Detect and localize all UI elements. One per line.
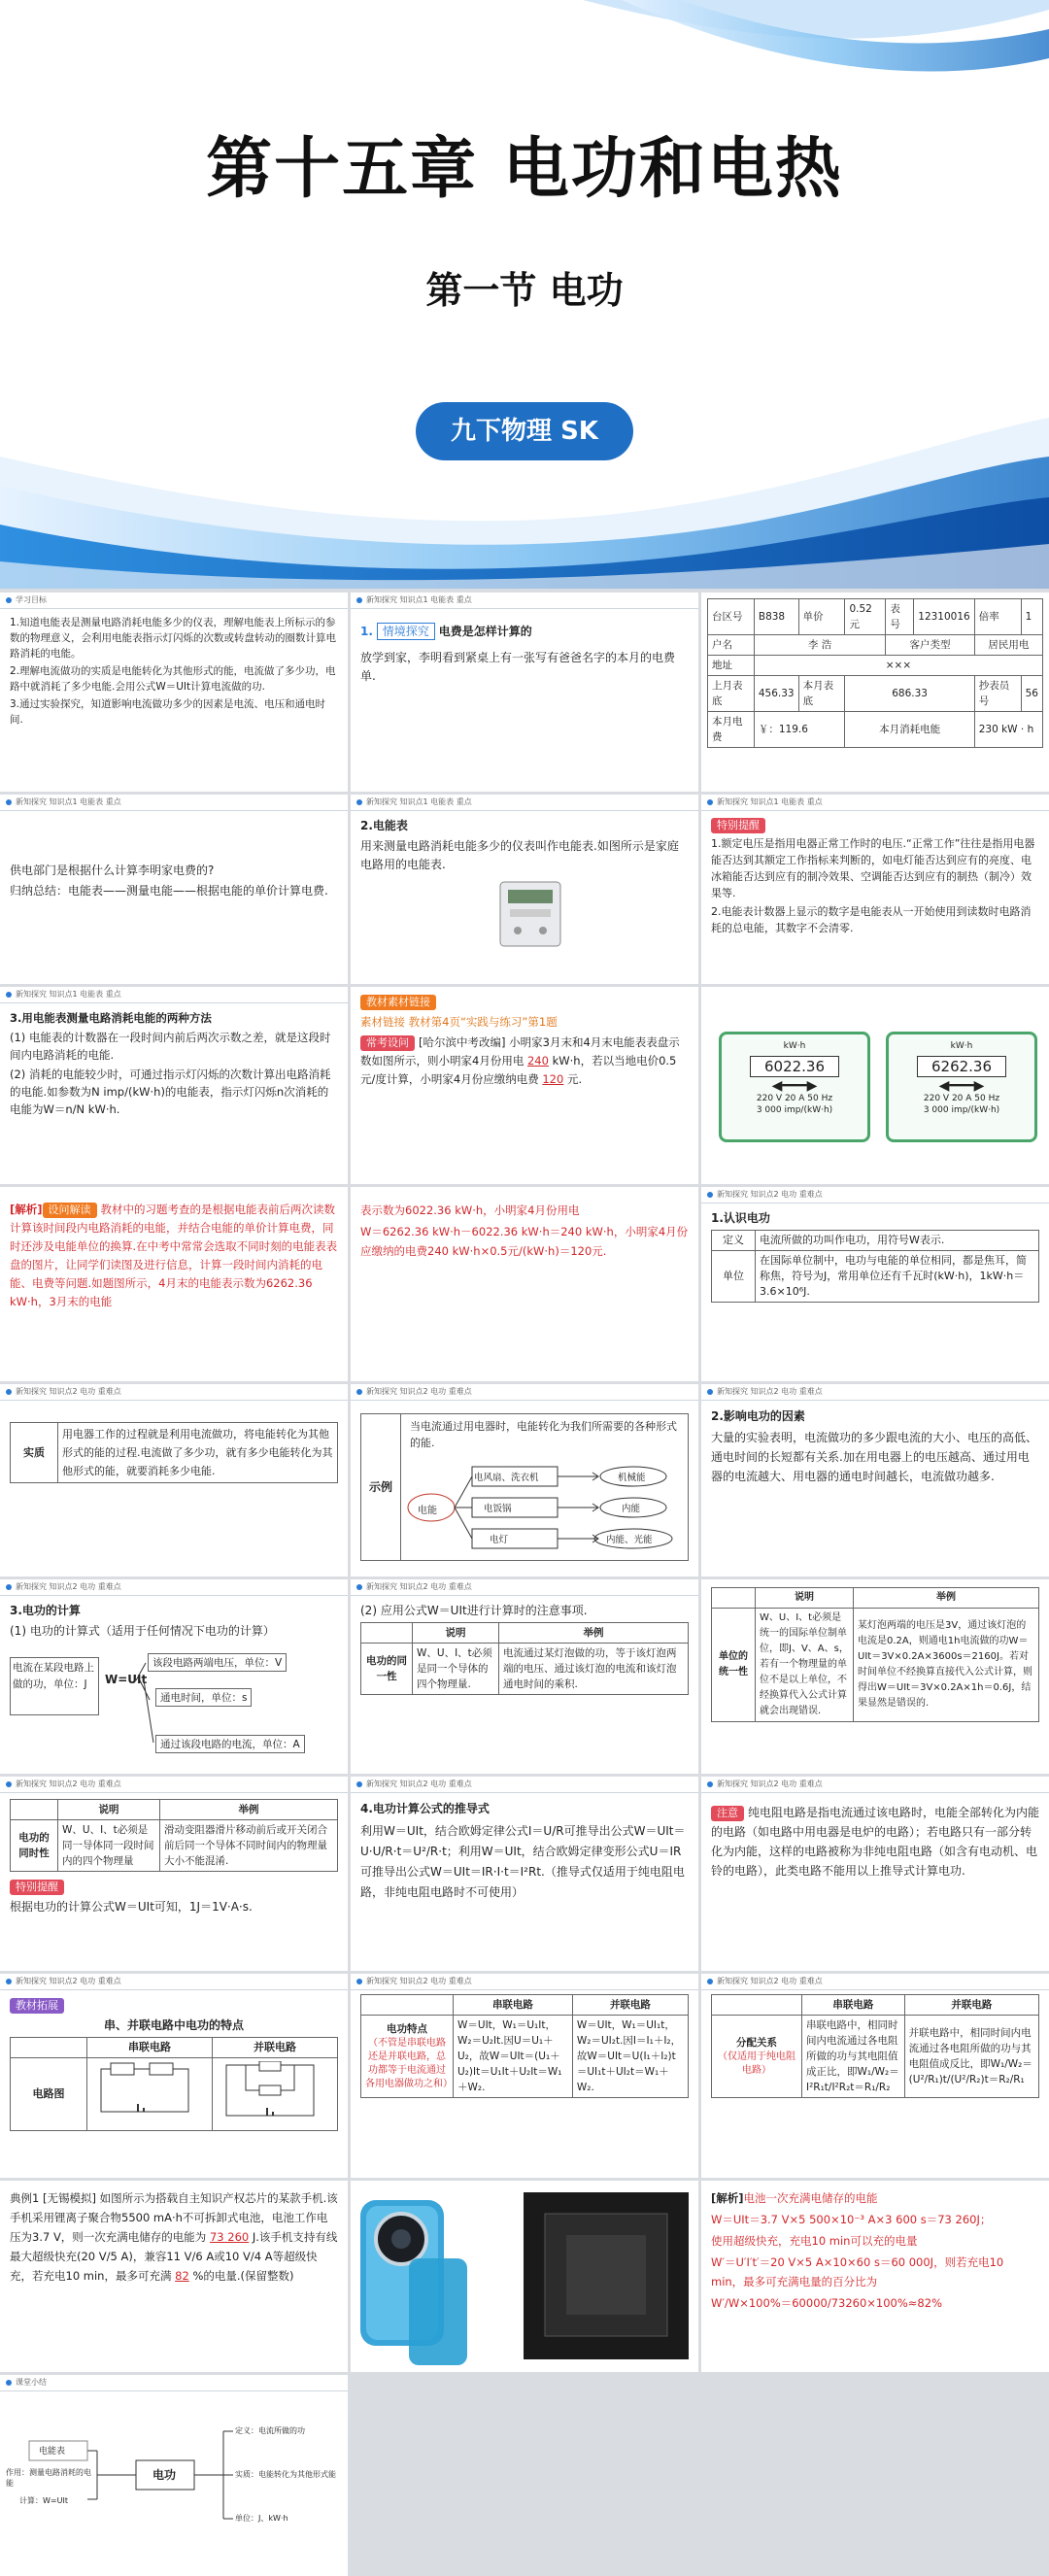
- bullet-icon: [356, 1389, 362, 1395]
- bullet-icon: [707, 799, 713, 805]
- material-tag: 教材素材链接: [360, 995, 436, 1010]
- bullet-icon: [707, 1979, 713, 1984]
- meter-title: 2.电能表: [360, 819, 408, 832]
- bullet-icon: [356, 1584, 362, 1590]
- answer-blank-percent: 82: [175, 2269, 189, 2283]
- slide-distribution: [701, 1974, 1049, 2178]
- slide-work-def: 新知探究 知识点2 电功 重难点 1.认识电功 定义 电流所做的功叫作电功，用符号W表示. 单位 在国际单位制中，电功与电能的单位相同，都是焦耳，简称焦，符号为J，常用单位还有千瓦时(kW·h)，1kW·h＝3.6×10⁶J.: [701, 1187, 1049, 1381]
- section-title: 第一节 电功: [425, 269, 624, 312]
- slide-reminder: 新知探究 知识点1 电能表 重点 特别提醒 1.额定电压是指用电器正常工作时的电压.“正常工作”往往是指用电器能否达到其额定工作指标来判断的，如电灯能否达到应有的亮度、电冰箱能否达到应有的制冷效果、空调能否达到应有的制热（制冷）效果等. 2.电能表计数器上显示的数字是电能表从一开始使用到读数时电路消耗的总电能，其数字不会清零.: [701, 795, 1049, 984]
- slide-header: 课堂小结: [0, 2375, 348, 2391]
- grade-badge: 九下物理 SK: [416, 402, 633, 460]
- bullet-icon: [6, 799, 12, 805]
- slide-header: 新知探究 知识点2 电功 重难点: [0, 1384, 348, 1401]
- work-features-table: 串联电路 并联电路 电功特点 （不管是串联电路还是并联电路，总功都等于电流通过各用电器做功之和） W＝UIt，W₁＝U₁It，W₂＝U₂It.因U＝U₁＋U₂，故W＝UIt＝(U₁＋U₂)It＝U₁It＋U₂It＝W₁＋W₂. W＝UIt，W₁＝UI₁t，W₂＝UI₂t.因I＝I₁＋I₂，故W＝UIt＝U(I₁＋I₂)t＝UI₁t＋UI₂t＝W₁＋W₂.: [360, 1994, 689, 2098]
- slide-header: 新知探究 知识点1 电能表 重点: [351, 593, 698, 609]
- bullet-icon: [707, 1389, 713, 1395]
- simultaneity-table: 说明 举例 电功的同时性 W、U、I、t必须是同一导体同一段时间内的四个物理量 滑动变阻器滑片移动前后或开关闭合前后同一个导体不同时间内的物理量大小不能混淆.: [10, 1799, 338, 1872]
- slide-header: 新知探究 知识点2 电功 重难点: [0, 1974, 348, 1990]
- meter-reading: 6022.36: [750, 1056, 839, 1077]
- meter-arrow-icon: ◀━━━▶: [771, 1078, 818, 1094]
- slide-header: 新知探究 知识点2 电功 重难点: [351, 1974, 698, 1990]
- slide-header: 新知探究 知识点1 电能表 重点: [0, 795, 348, 811]
- extend-tag: 教材拓展: [10, 1998, 64, 2014]
- parallel-circuit-diagram: [217, 2061, 323, 2123]
- slide-phone-image: [351, 2181, 698, 2372]
- slide-header: 新知探究 知识点1 电能表 重点: [0, 987, 348, 1003]
- bullet-icon: [356, 1979, 362, 1984]
- formula-connector: [97, 1649, 155, 1756]
- slide-header: 学习目标: [0, 593, 348, 609]
- answer-blank-energy: 73 260: [209, 2230, 250, 2244]
- bullet-icon: [356, 1781, 362, 1787]
- slide-header: 新知探究 知识点1 电能表 重点: [701, 795, 1049, 811]
- slide-example2: 典例1 [无锡模拟] 如图所示为搭载自主知识产权芯片的某款手机.该手机采用锂离子聚合物5500 mA·h不可拆卸式电池，电池工作电压为3.7 V，则一次充满电储存的电能为 73 260 J.该手机支持有线最大超级快充(20 V/5 A)，兼容11 V/6 A或10 V/4 A等超级快充，若充电10 min，最多可充满 82 %的电量.(保留整数): [0, 2181, 348, 2372]
- meter-reading: 6262.36: [917, 1056, 1006, 1077]
- question-text: 供电部门是根据什么计算李明家电费的?: [10, 864, 215, 877]
- slide-goals: [0, 593, 348, 792]
- unity-table: 说明 举例 单位的统一性 W、U、I、t必须是统一的国际单位制单位，即J、V、A、s，若有一个物理量的单位不是以上单位，不经换算代入公式计算就会出现错误. 某灯泡两端的电压是3V，通过该灯泡的电流是0.2A，则通电1h电流做的功W＝UIt＝3V×0.2A×3600s＝2160J。若对时间单位不经换算直接代入公式计算，则得出W＝UIt＝3V×0.2A×1h＝0.6J，结果显然是错误的.: [711, 1587, 1039, 1722]
- formula-wuit: W=UIt: [105, 1673, 148, 1686]
- slide-methods: 新知探究 知识点1 电能表 重点 3.用电能表测量电路消耗电能的两种方法 (1) 电能表的计数器在一段时间内前后两次示数之差，就是这段时间内电路消耗的电能. (2) 消耗的电能较少时，可通过指示灯闪烁的次数计算出电路消耗的电能.如参数为N imp/(kW·h)的电能表，指示灯闪烁n次消耗的电能为W＝n/N kW·h.: [0, 987, 348, 1184]
- slide-derive: 新知探究 知识点2 电功 重难点 4.电功计算公式的推导式 利用W＝UIt，结合欧姆定律公式I＝U/R可推导出公式W＝UIt＝U·U/R·t＝U²/R·t；利用W＝UIt，结合欧姆定律变形公式U＝IR可推导出公式W＝UIt＝IR·I·t＝I²Rt.（推导式仅适用于纯电阻电路，非纯电阻电路时不可使用）: [351, 1777, 698, 1971]
- scenario-tag: 情境探究: [377, 623, 435, 640]
- slide-header: 新知探究 知识点2 电功 重难点: [701, 1777, 1049, 1793]
- cover-slide: [0, 0, 1049, 589]
- goal-3: 3.通过实验探究，知道影响电流做功多少的因素是电流、电压和通电时间.: [10, 698, 326, 726]
- bullet-icon: [6, 2380, 12, 2386]
- bullet-icon: [707, 1781, 713, 1787]
- summary-text: 归纳总结：电能表——测量电能——根据电能的单价计算电费.: [10, 884, 328, 898]
- slide-meters: [701, 987, 1049, 1184]
- phone-chip-image: [351, 2181, 698, 2372]
- slide-header: 新知探究 知识点2 电功 重难点: [701, 1187, 1049, 1203]
- slide-analysis2: 表示数为6022.36 kW·h，小明家4月份用电 W＝6262.36 kW·h－6022.36 kW·h＝240 kW·h，小明家4月份应缴纳的电费240 kW·h×0.5元/(kW·h)＝120元.: [351, 1187, 698, 1381]
- meter-arrow-icon: ◀━━━▶: [938, 1078, 985, 1094]
- slide-header: 新知探究 知识点2 电功 重难点: [351, 1384, 698, 1401]
- answer-blank-1: 240: [526, 1054, 549, 1068]
- slide-explore: 新知探究 知识点1 电能表 重点 1. 情境探究 电费是怎样计算的 放学到家，李明看到紧桌上有一张写有爸爸名字的本月的电费单.: [351, 593, 698, 792]
- reminder-tag: 特别提醒: [711, 818, 765, 833]
- slide-series-parallel: [351, 1974, 698, 2178]
- electric-bill-table: 台区号 B838 单价 0.52元 表号 12310016 倍率 1 户名 李 浩 客户类型 居民用电 地址 ××× 上月表底 456.33 本月表底 686.33 抄表员号 56 本月电费 ￥：119.6 本月消耗电能 230 kW · h: [707, 598, 1043, 748]
- meter-april: kW·h 6262.36 ◀━━━▶ 220 V 20 A 50 Hz 3 000 imp/(kW·h): [886, 1032, 1037, 1142]
- slide-header: 新知探究 知识点2 电功 重难点: [701, 1384, 1049, 1401]
- slide-header: 新知探究 知识点2 电功 重难点: [351, 1777, 698, 1793]
- circuit-table: 串联电路 并联电路 电路图: [10, 2037, 338, 2131]
- slide-unity: [701, 1579, 1049, 1774]
- slide-energy-example: [351, 1384, 698, 1576]
- slide-analysis3: [解析]电池一次充满电储存的电能 W＝UIt＝3.7 V×5 500×10⁻³ A×3 600 s＝73 260J； 使用超级快充，充电10 min可以充的电量 W′＝U′I′t′＝20 V×5 A×10×60 s＝60 000J，则若充电10 min，最多可充满电量的百分比为 W′/W×100%＝60000/73260×100%≈82%: [701, 2181, 1049, 2372]
- notes-table: 说明 举例 电功的同一性 W、U、I、t必须是同一个导体的四个物理量. 电流通过某灯泡做的功，等于该灯泡两端的电压、通过该灯泡的电流和该灯泡通电时间的乘积.: [360, 1622, 689, 1695]
- essence-table: 实质 用电器工作的过程就是利用电流做功，将电能转化为其他形式的能的过程.电流做了多少功，就有多少电能转化为其他形式的能，就要消耗多少电能.: [10, 1422, 338, 1483]
- distribution-table: 串联电路 并联电路 分配关系 （仅适用于纯电阻电路） 串联电路中，相同时间内电流通过各电阻所做的功与其电阻值成正比，即W₁/W₂＝I²R₁t/I²R₂t＝R₁/R₂ 并联电路中，相同时间内电流通过各电阻所做的功与其电阻值成反比，即W₁/W₂＝(U²/R₁)t/(U²/R₂)t＝R₂/R₁: [711, 1994, 1039, 2098]
- bullet-icon: [6, 992, 12, 998]
- slide-bill: [701, 593, 1049, 792]
- slide-notes: 新知探究 知识点2 电功 重难点 (2) 应用公式W＝UIt进行计算时的注意事项. 说明 举例 电功的同一性 W、U、I、t必须是同一个导体的四个物理量. 电流通过某灯泡做的功，等于该灯泡两端的电压、通过该灯泡的电流和该灯泡通电时间的乘积.: [351, 1579, 698, 1774]
- slide-header: 新知探究 知识点2 电功 重难点: [701, 1974, 1049, 1990]
- bullet-icon: [707, 1192, 713, 1198]
- slide-calc: 新知探究 知识点2 电功 重难点 3.电功的计算 (1) 电功的计算式（适用于任何情况下电功的计算） 电流在某段电路上做的功，单位：J W=UIt 该段电路两端电压，单位：V 通电时间，单位：s 通过该段电路的电流，单位：A: [0, 1579, 348, 1774]
- caution-tag: 注意: [711, 1806, 744, 1821]
- meter-march: kW·h 6022.36 ◀━━━▶ 220 V 20 A 50 Hz 3 000 imp/(kW·h): [719, 1032, 870, 1142]
- slide-meter-intro: [351, 795, 698, 984]
- bullet-icon: [6, 1979, 12, 1984]
- meter-text: 用来测量电路消耗电能多少的仪表叫作电能表.如图所示是家庭电路用的电能表.: [360, 839, 679, 871]
- slide-analysis1: [解析] 设问解读 教材中的习题考查的是根据电能表前后两次读数计算该时间段内电路消耗的电能，并结合电能的单价计算电费，同时还涉及电能单位的换算.在中考中常常会选取不同时刻的电能表表盘的图片，让同学们读图及进行信息，计算一段时间内消耗的电能、电费等问题.如题图所示，4月末的电能表示数为6262.36 kW·h，3月末的电能: [0, 1187, 348, 1381]
- slide-header: 新知探究 知识点2 电功 重难点: [0, 1777, 348, 1793]
- slide-caution: 新知探究 知识点2 电功 重难点 注意 纯电阻电路是指电流通过该电路时，电能全部转化为内能的电路（如电路中用电器是电炉的电路）；若电路只有一部分转化为内能，这样的电路被称为非纯电阻电路（如含有电动机、电铃的电路），此类电路不能用以上推导式计算电功.: [701, 1777, 1049, 1971]
- bullet-icon: [6, 597, 12, 603]
- slide-factors: 新知探究 知识点2 电功 重难点 2.影响电功的因素 大量的实验表明，电流做功的多少跟电流的大小、电压的高低、通电时间的长短都有关系.加在用电器上的电压越高、通过用电器的电流越大、用电器的通电时间越长，电流做功越多.: [701, 1384, 1049, 1576]
- bullet-icon: [356, 799, 362, 805]
- example-box: 示例 当电流通过用电器时，电能转化为我们所需要的各种形式的能. 电能 电风扇、洗衣机 机械能 电饭锅 内能 电灯 内能、光能: [360, 1413, 689, 1561]
- explore-text: 放学到家，李明看到紧桌上有一张写有爸爸名字的本月的电费单.: [360, 651, 676, 683]
- slide-header: 新知探究 知识点2 电功 重难点: [0, 1579, 348, 1596]
- slide-extend: 新知探究 知识点2 电功 重难点 教材拓展 串、并联电路中电功的特点 串联电路 并联电路 电路图: [0, 1974, 348, 2178]
- goal-2: 2.理解电流做功的实质是电能转化为其他形式的能，电流做了多少功，电路中就消耗了多少电能.会用公式W＝UIt计算电流做的功.: [10, 665, 336, 693]
- series-circuit-diagram: [91, 2061, 198, 2123]
- answer-blank-2: 120: [542, 1072, 564, 1086]
- slide-simultaneity: 新知探究 知识点2 电功 重难点 说明 举例 电功的同时性 W、U、I、t必须是同一导体同一段时间内的四个物理量 滑动变阻器滑片移动前后或开关闭合前后同一个导体不同时间内的物理量大小不能混淆. 特别提醒 根据电功的计算公式W＝UIt可知，1J＝1V·A·s.: [0, 1777, 348, 1971]
- chapter-title: 第十五章 电功和电热: [206, 131, 843, 208]
- bullet-icon: [6, 1389, 12, 1395]
- bullet-icon: [6, 1584, 12, 1590]
- work-definition-table: 定义 电流所做的功叫作电功，用符号W表示. 单位 在国际单位制中，电功与电能的单位相同，都是焦耳，简称焦，符号为J，常用单位还有千瓦时(kW·h)，1kW·h＝3.6×10⁶J.: [711, 1230, 1039, 1303]
- empty-area: [352, 2375, 1049, 2576]
- slide-example1: 教材素材链接 素材链接 教材第4页“实践与练习”第1题 常考设问 [哈尔滨中考改编] 小明家3月末和4月末电能表表盘示数如图所示，则小明家4月份用电 240 kW·h，若以当地电价0.5元/度计算，小明家4月份应缴纳电费 120 元.: [351, 987, 698, 1184]
- bullet-icon: [356, 597, 362, 603]
- slide-header: 新知探究 知识点1 电能表 重点: [351, 795, 698, 811]
- slide-essence: [0, 1384, 348, 1576]
- slide-question: [0, 795, 348, 984]
- explore-title: 电费是怎样计算的: [438, 625, 532, 638]
- slide-header: 新知探究 知识点2 电功 重难点: [351, 1579, 698, 1596]
- bullet-icon: [6, 1781, 12, 1787]
- electric-meter-image: [496, 880, 564, 948]
- slide-summary: 课堂小结 电功 电能表 作用：测量电路消耗的电能 计算：W=UIt 定义：电流所做的功 实质：电能转化为其他形式能 单位：J、kW·h: [0, 2375, 348, 2576]
- goal-1: 1.知道电能表是测量电路消耗电能多少的仪表，理解电能表上所标示的参数的物理意义，会利用电能表指示灯闪烁的次数或转盘转动的圈数计算电路消耗的电能。: [10, 617, 336, 660]
